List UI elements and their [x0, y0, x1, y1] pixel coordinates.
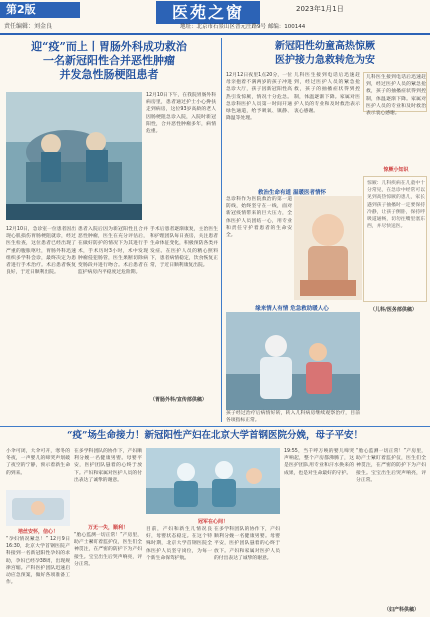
nurse-child-photo — [226, 312, 360, 410]
article3-body-d: “胎心监测一切正常！”产房里，助产士紧盯着监护仪，医生们全神贯注，在严密的防护下为产妇接生。宝宝出生后哭声响亮，评分正常。 — [74, 533, 142, 567]
section-divider — [0, 426, 430, 427]
article2-subhead-2: 缘来情人有情 危急救助暖人心 — [255, 306, 329, 312]
article3-body-e-cont: 在多学科团队的协作下，产妇顺利分娩一名健康男婴。母婴平安，医护团队悬着的心终于放下。产妇和家属对医护人员的付出表达了诚挚的谢意。 — [214, 527, 280, 561]
baby-photo — [294, 196, 362, 300]
article2-body-d: 孩子经过治疗后病情好转，转入儿科病房继续观察治疗，目前各项指标正常。 — [226, 411, 360, 424]
article3-body-a: 小伞可闭，大伞可开，寒冬的冬夜，一声婴儿的啼哭声划破了夜空的宁静，预示着新生命的到来。 — [6, 449, 70, 476]
header-rule — [0, 33, 430, 35]
article3-body-f: 19:55，当千呼万唤的婴儿啼哭声响起，整个产房都沸腾了，这是医护团队用专业和汗水换来的成果，也是对生命最好的守护。 — [284, 449, 354, 476]
article3-body-g: “胎心监测一切正常！”产房里，助产士紧盯着监护仪，医生们全神贯注，在严密的防护下为产妇接生。宝宝出生后哭声响亮，评分正常。 — [356, 449, 426, 483]
article2-body-a: 12月12日夜里1点20分，一位母亲抱着不满两岁的孩子冲进急诊大厅，孩子因新冠阳性高热引发惊厥，情况十分危急。急诊科医护人员第一时间开通绿色通道，给予吸氧、镇静、降温等处理。 — [226, 73, 292, 122]
article3-subhead-2: 万无一失，顺利！ — [87, 525, 128, 531]
article2-source: （儿科/医务部供稿） — [370, 307, 417, 313]
column-divider — [221, 38, 222, 422]
article3-source: （妇产科供稿） — [384, 607, 420, 613]
issue-date: 2023年1月1日 — [296, 5, 344, 13]
sidebar-note-text: 惊厥：儿科疾病在儿童中十分常见，在急诊中经常可以见到高热惊厥的患儿，家长遇到孩子抽搐时一定要保持冷静，让孩子侧卧，保持呼吸道通畅，切勿往嘴里塞东西，并尽快送医。 — [367, 181, 425, 230]
edition-label: 第2版 — [0, 2, 80, 18]
article2-subhead: 救治生命有道 温暖医者情怀 — [258, 190, 326, 196]
article1-body-d: 手术后患者逐渐康复，主治医生和护理团队每日查房，关注患者生命体征变化，积极预防各类并发症。在医护人员的精心照料下，患者病情稳定，饮食恢复正常，于近日顺利康复出院。 — [150, 227, 218, 269]
masthead: 医苑之窗 — [156, 1, 260, 24]
address-line: 地址：北京市石景山区晋元庄路9号 邮编：100144 — [180, 24, 306, 30]
article2-body-side: 儿科医生接到电话后迅速赶到，经过医护人员的紧急抢救，孩子的抽搐症状得到控制，体温逐渐下降。家属对医护人员的专业和及时救治表示衷心感谢。 — [366, 75, 426, 117]
article3-body-e: 目前，产妇和新生儿情况良好，母婴状态稳定。在这个特殊时期，北京大学首钢医院全体医护人员坚守岗位，为每一个新生命保驾护航。 — [146, 527, 212, 561]
article1-headline-3: 并发急性肠梗阻患者 — [59, 68, 159, 81]
article3-body-c: 在多学科团队的协作下，产妇顺利分娩一名健康男婴。母婴平安，医护团队悬着的心终于放下。产妇和家属对医护人员的付出表达了诚挚的谢意。 — [74, 449, 142, 483]
sidebar-caption: 惊厥小知识 — [383, 167, 409, 173]
article1-headline-2: 一名新冠阳性合并恶性肿瘤 — [43, 54, 175, 67]
newborn-photo — [6, 490, 70, 526]
article3-subhead-3: 冠军在心间！ — [197, 519, 228, 525]
article1-headline: 迎“疫”而上丨胃肠外科成功救治 — [31, 40, 187, 53]
article2-headline: 新冠阳性幼童高热惊厥 — [275, 41, 375, 52]
article3-headline: “疫”场生命接力！新冠阳性产妇在北京大学首钢医院分娩，母子平安！ — [67, 430, 363, 441]
article3-subhead: 培丝安怀，信心！ — [17, 529, 58, 535]
editor-credit: 责任编辑：刘金良 — [4, 23, 53, 30]
article3-body-b: “孕妇情况紧急！” 12月9日16:30，北京大学首钢医院产科接到一名新冠阳性孕妇的求助，孕妇已经孕38周，出现规律宫缩。产科医护团队迅速启动应急预案，做好各项准备工作。 — [6, 537, 70, 586]
article2-body-c: 急诊科作为医院救治的第一道防线，始终坚守在一线，面对新冠疫情带来的巨大压力，全体医护人员团结一心，用专业和责任守护着患者的生命安全。 — [226, 197, 292, 239]
article2-body-b: 儿科医生接到电话后迅速赶到，经过医护人员的紧急抢救，孩子的抽搐症状得到控制，体温逐渐下降。家属对医护人员的专业和及时救治表示衷心感谢。 — [294, 73, 360, 115]
article1-body-a: 12月10日下午，在我院胃肠外科病房里，患者通过护士小心搀扶走到病房，这位93岁高龄的老人因肠梗阻急诊入院，入院时新冠阳性，合并恶性肿瘤多年，病情危重。 — [146, 93, 216, 135]
delivery-room-photo — [146, 448, 280, 514]
article1-body-b: 12月10日，急诊室一位患者因出现心肌损伤胃肠梗阻就诊，经过医生检查，这位患者已经出现了严重的腹胀呕吐，胃肠外科迅速组织多学科会诊，最终决定为患者进行手术治疗。术后患者恢复良好，于近日顺利出院。 — [6, 227, 76, 276]
page-header — [0, 0, 430, 34]
article1-body-c: 患者入院后因为新冠阳性且合并恶性肿瘤，医生在充分评估后，在做好防护的情况下为其进行手术，手术历时3小时，术中发现肿瘤侵犯肠管，医生果断切除病变肠段并进行吻合。术后患者在监护病房内平稳度过危险期。 — [78, 227, 148, 276]
article2-headline-2: 医护接力急救转危为安 — [275, 55, 375, 66]
surgery-photo — [6, 92, 142, 220]
article1-source: （胃肠外科/宣传部供稿） — [150, 397, 207, 403]
